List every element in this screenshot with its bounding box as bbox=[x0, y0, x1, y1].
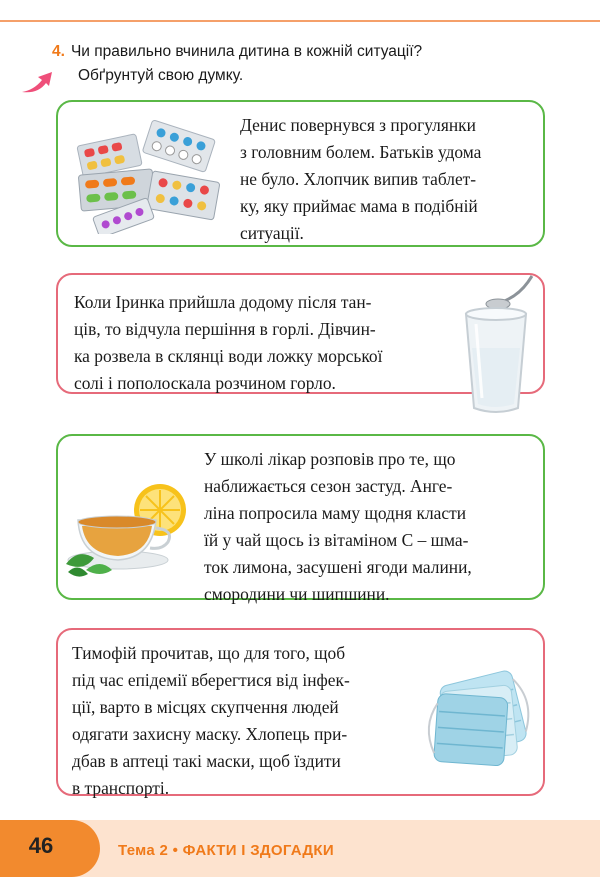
task-instruction: Обґрунтуй свою думку. bbox=[78, 67, 244, 84]
card-1-line: ку, яку приймає мама в подібній bbox=[240, 196, 478, 216]
task-prompt bbox=[52, 40, 572, 88]
card-3-line: ток лимона, засушені ягоди малини, bbox=[204, 557, 472, 577]
card-3-line: наближається сезон застуд. Анге- bbox=[204, 476, 453, 496]
card-3-line: смородини чи шипшини. bbox=[204, 584, 390, 604]
card-2-line: ців, то відчула першіння в горлі. Дівчин- bbox=[74, 319, 376, 339]
card-3-line: ліна попросила маму щодня класти bbox=[204, 503, 466, 523]
page-number: 46 bbox=[28, 833, 54, 858]
tea-cup-with-lemon-image bbox=[60, 478, 190, 580]
card-2-line: ка розвела в склянці води ложку морської bbox=[74, 346, 383, 366]
card-1-line: з головним болем. Батьків удома bbox=[240, 142, 482, 162]
pill-blisters-image bbox=[70, 112, 226, 234]
situation-card-1 bbox=[56, 100, 545, 247]
card-4-line: одягати захисну маску. Хлопець при- bbox=[72, 724, 348, 744]
card-4-line: дбав в аптеці такі маски, щоб їздити bbox=[72, 751, 341, 771]
card-4-line: під час епідемії вберегтися від інфек- bbox=[72, 670, 350, 690]
card-2-line: солі і пополоскала розчином горло. bbox=[74, 373, 336, 393]
card-1-line: Денис повернувся з прогулянки bbox=[240, 115, 476, 135]
card-1-line: не було. Хлопчик випив таблет- bbox=[240, 169, 477, 189]
card-4-line: Тимофій прочитав, що для того, щоб bbox=[72, 643, 346, 663]
pink-arrow-icon bbox=[20, 68, 54, 96]
card-1-line: ситуації. bbox=[240, 223, 304, 243]
card-2-line: Коли Іринка прийшла додому після тан- bbox=[74, 292, 372, 312]
task-number: 4. bbox=[52, 43, 65, 60]
card-4-line: ції, варто в місцях скупчення людей bbox=[72, 697, 339, 717]
card-3-line: У школі лікар розповів про те, що bbox=[204, 449, 456, 469]
card-4-line: в транспорті. bbox=[72, 778, 170, 798]
glass-of-water-image bbox=[458, 268, 538, 418]
topic-title: Тема 2 • ФАКТИ І ЗДОГАДКИ bbox=[118, 842, 334, 859]
task-question: Чи правильно вчинила дитина в кожній ситуації? bbox=[70, 43, 423, 60]
medical-masks-image bbox=[420, 648, 540, 778]
top-rule bbox=[0, 20, 600, 22]
card-3-line: їй у чай щось із вітаміном С – шма- bbox=[204, 530, 469, 550]
